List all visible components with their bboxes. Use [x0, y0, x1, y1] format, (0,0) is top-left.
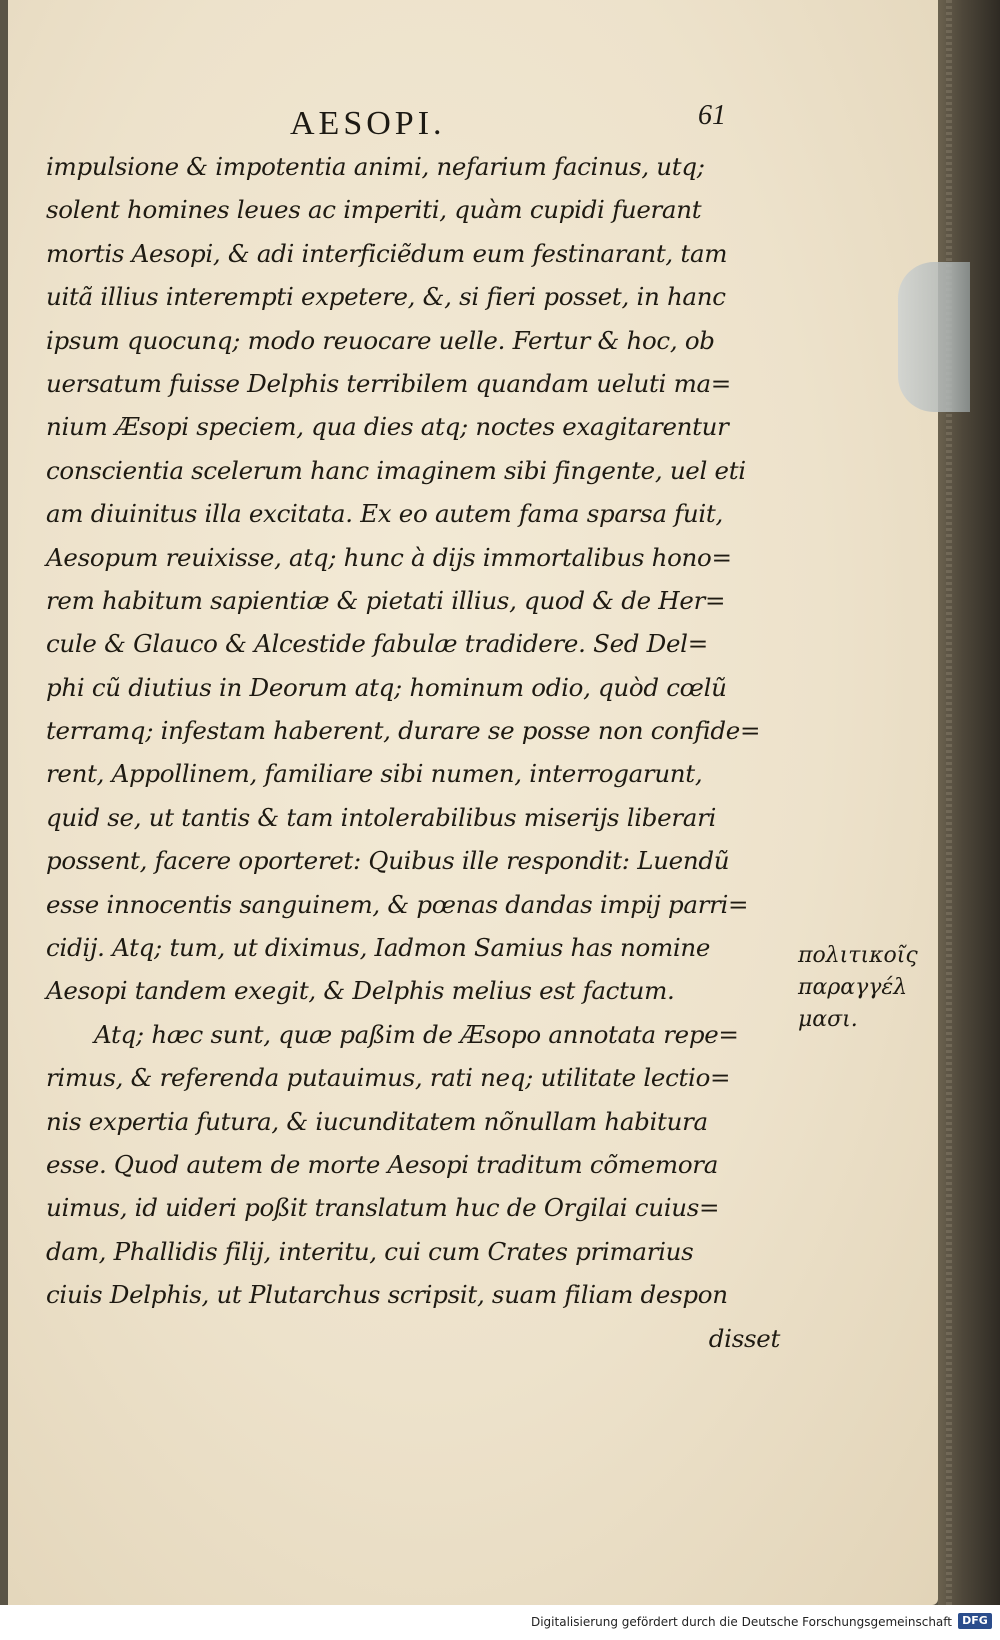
- page-number: 61: [698, 100, 726, 131]
- body-text: [46, 145, 786, 1360]
- text-line: uersatum fuisse Delphis terribilem quandam ueluti ma=: [46, 368, 732, 398]
- text-line: ipsum quocunq; modo reuocare uelle. Fertur & hoc, ob: [46, 325, 715, 355]
- text-line: Atq; hæc sunt, quæ paßim de Æsopo annotata repe=: [94, 1019, 739, 1049]
- dfg-logo: DFG: [958, 1613, 992, 1629]
- catchword: disset: [708, 1323, 780, 1353]
- text-line: uitã illius interempti expetere, &, si fieri posset, in hanc: [46, 282, 726, 312]
- funding-credit: Digitalisierung gefördert durch die Deutsche Forschungsgemeinschaft: [530, 1615, 952, 1629]
- running-head: AESOPI.: [290, 105, 446, 142]
- text-line: esse innocentis sanguinem, & pœnas dandas impij parri=: [46, 889, 749, 919]
- text-line: rimus, & referenda putauimus, rati neq; utilitate lectio=: [46, 1063, 731, 1093]
- margin-note-line: πολιτικοῖς: [798, 943, 918, 968]
- text-line: terramq; infestam haberent, durare se posse non confide=: [46, 716, 761, 746]
- text-line: Aesopi tandem exegit, & Delphis melius est factum.: [46, 976, 675, 1006]
- text-line: Aesopum reuixisse, atq; hunc à dijs immortalibus hono=: [46, 542, 732, 572]
- text-line: solent homines leues ac imperiti, quàm cupidi fuerant: [46, 195, 702, 225]
- text-line: esse. Quod autem de morte Aesopi traditum cõmemora: [46, 1149, 719, 1179]
- text-line: am diuinitus illa excitata. Ex eo autem fama sparsa fuit,: [46, 499, 723, 529]
- margin-note-line: μασι.: [798, 1007, 858, 1032]
- text-line: possent, facere oporteret: Quibus ille respondit: Luendũ: [46, 846, 730, 876]
- text-line: ciuis Delphis, ut Plutarchus scripsit, suam filiam despon: [46, 1280, 728, 1310]
- text-line: rem habitum sapientiæ & pietati illius, quod & de Her=: [46, 585, 726, 615]
- footer-bar: [0, 1605, 1000, 1640]
- text-line: quid se, ut tantis & tam intolerabilibus miserijs liberari: [46, 802, 717, 832]
- text-line: rent, Appollinem, familiare sibi numen, interrogarunt,: [46, 759, 703, 789]
- text-line: impulsione & impotentia animi, nefarium facinus, utq;: [46, 152, 705, 181]
- margin-note-line: παραγγέλ: [798, 975, 908, 1000]
- margin-note: [798, 940, 918, 1036]
- text-line: conscientia scelerum hanc imaginem sibi fingente, uel eti: [46, 455, 746, 485]
- text-line: nium Æsopi speciem, qua dies atq; noctes exagitarentur: [46, 412, 729, 442]
- text-line: uimus, id uideri poßit translatum huc de Orgilai cuius=: [46, 1193, 720, 1223]
- text-line: cule & Glauco & Alcestide fabulæ tradidere. Sed Del=: [46, 629, 708, 659]
- text-line: nis expertia futura, & iucunditatem nõnullam habitura: [46, 1106, 708, 1136]
- text-line: phi cũ diutius in Deorum atq; hominum odio, quòd cœlũ: [46, 672, 727, 702]
- page-clip: [898, 262, 970, 412]
- book-page: [8, 0, 938, 1605]
- book-spine: [938, 0, 1000, 1605]
- text-line: cidij. Atq; tum, ut diximus, Iadmon Samius has nomine: [46, 933, 711, 963]
- text-line: mortis Aesopi, & adi interficiẽdum eum festinarant, tam: [46, 238, 728, 268]
- text-line: dam, Phallidis filij, interitu, cui cum Crates primarius: [46, 1236, 694, 1266]
